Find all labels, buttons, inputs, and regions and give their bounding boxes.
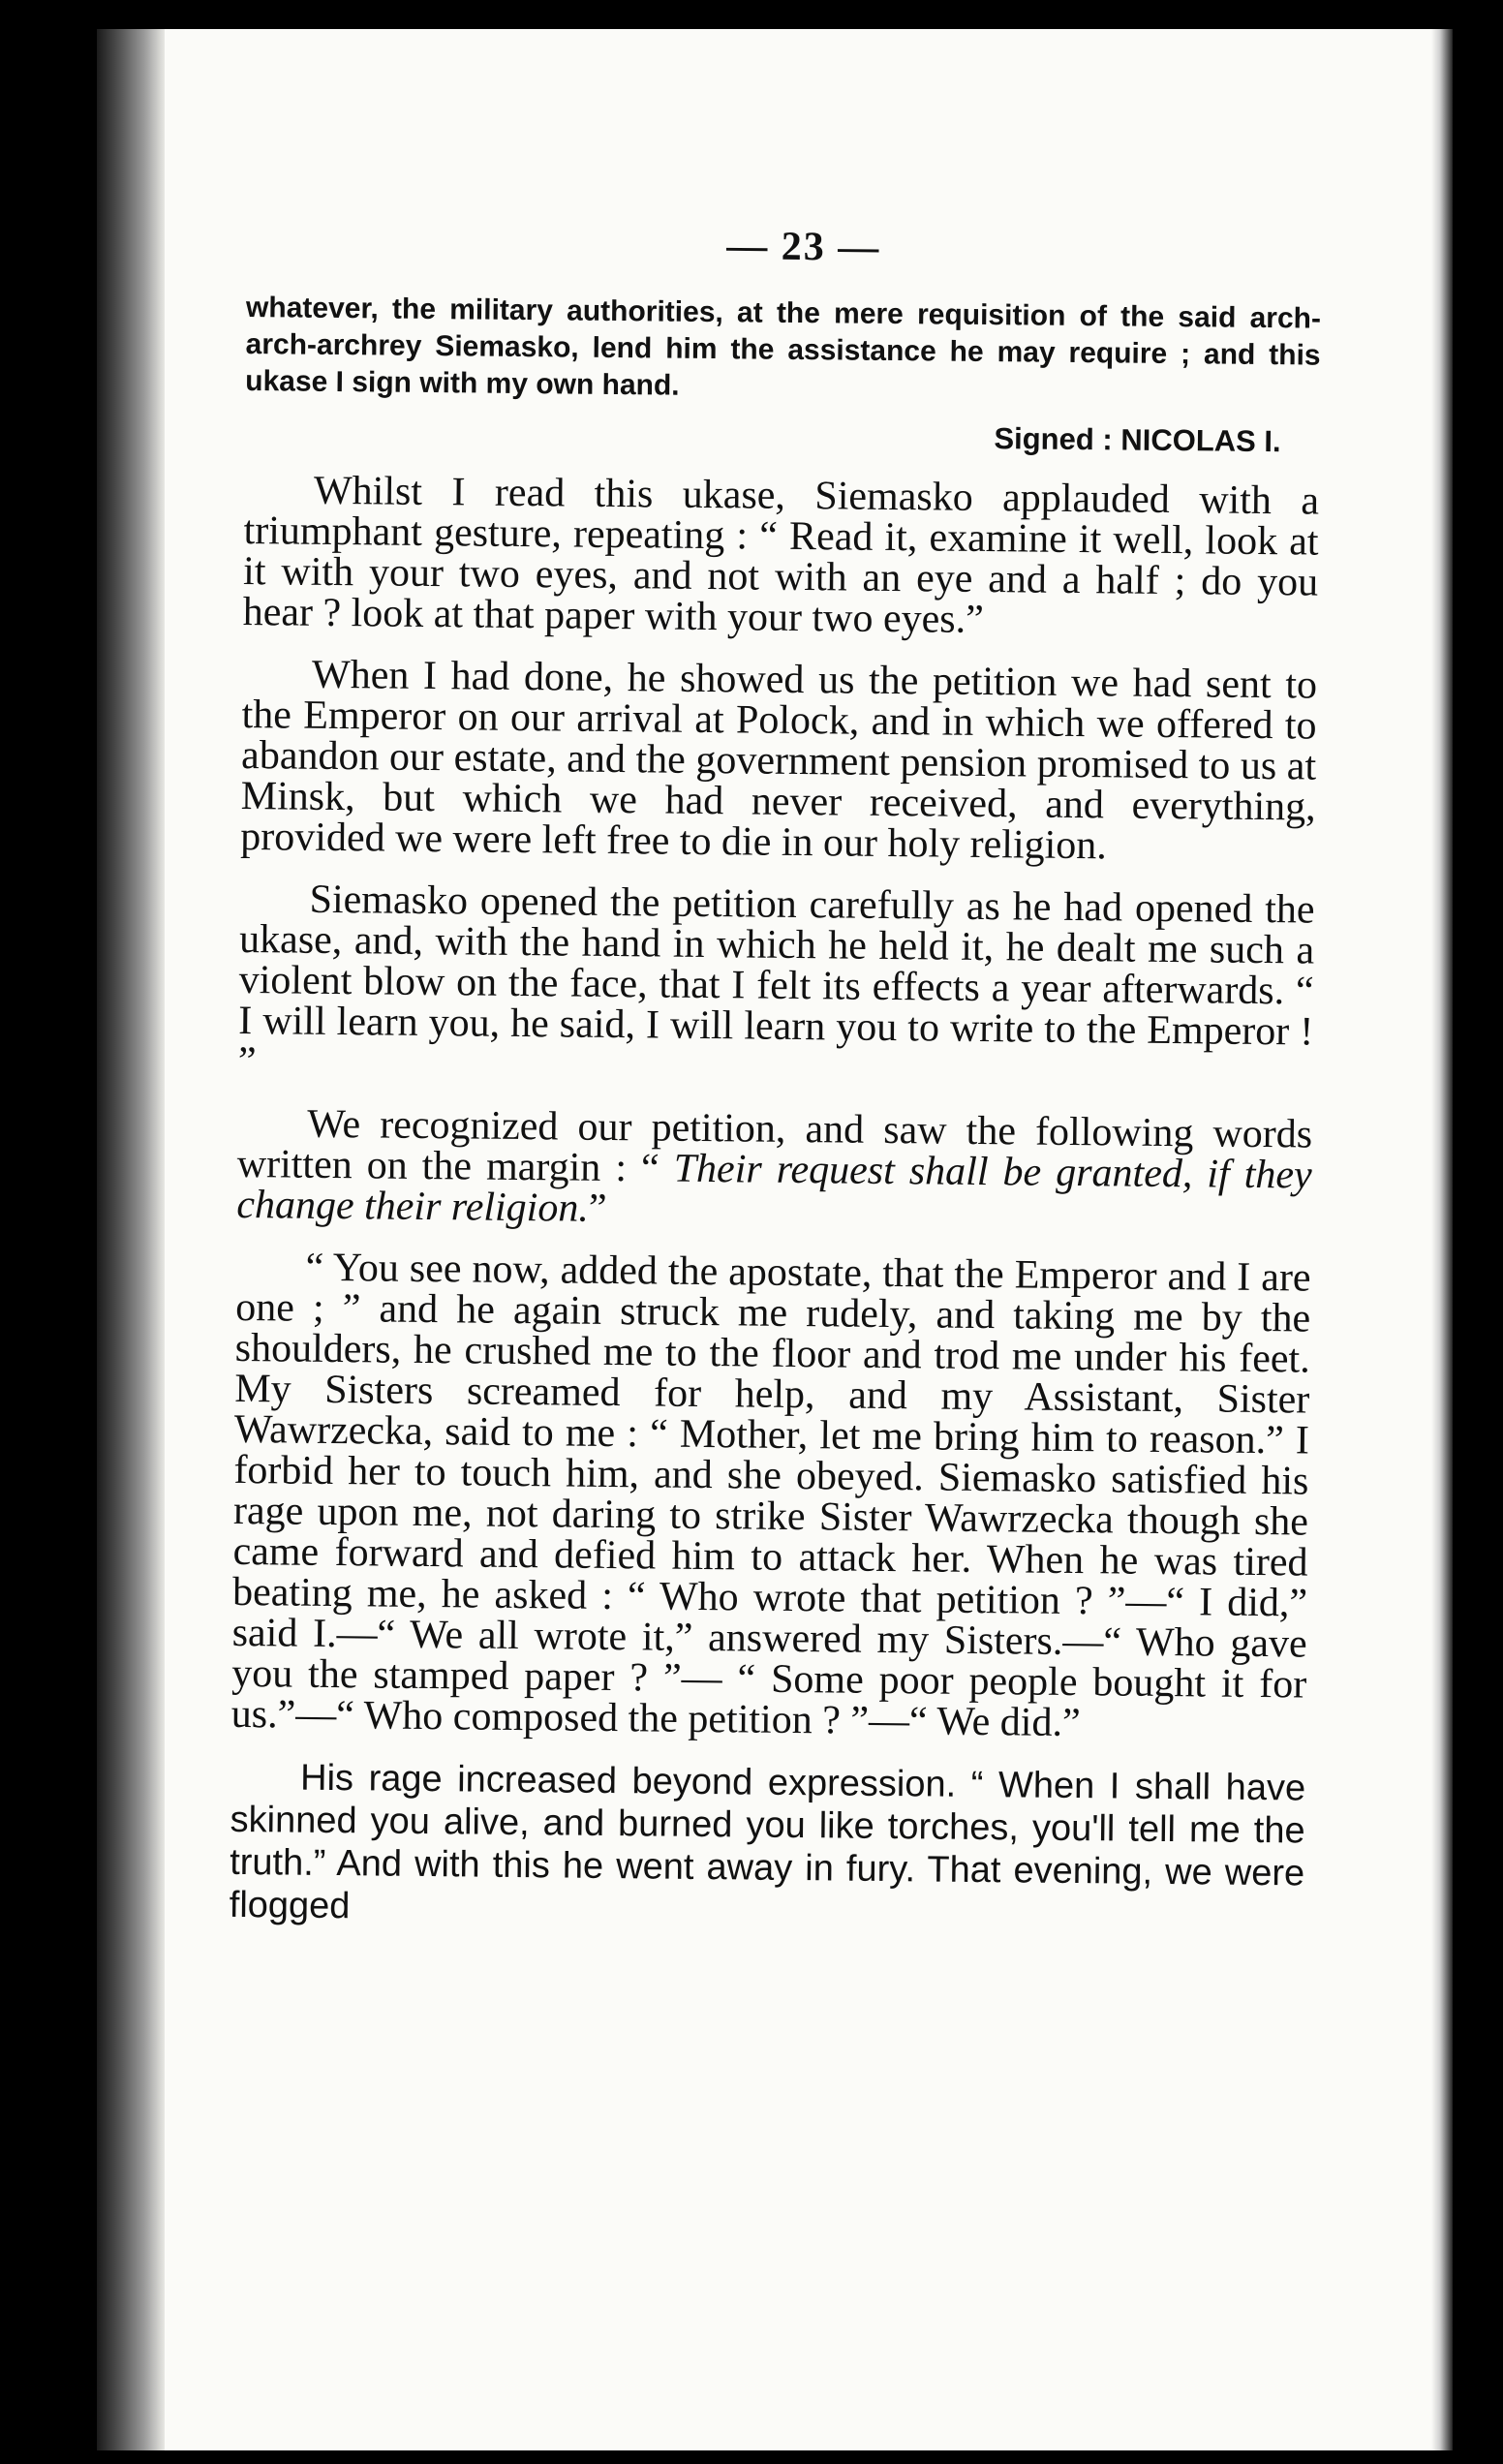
paragraph-petition-shown: When I had done, he showed us the petition we had sent to the Emperor on our arrival at Polock, and in which we offered to abandon our estate, and the government pension promised to us at Minsk, but which we had never received, and everything, provided we were left free to die in our holy religion. [240, 652, 1318, 869]
paragraph-ukase-reading: Whilst I read this ukase, Siemasko applauded with a triumphant gesture, repeating : “ Read it, examine it well, look at it with your two eyes, and not with an eye and a half ; do you hear ? look at that paper with your two eyes.” [242, 468, 1320, 642]
page-number: — 23 — [725, 224, 881, 270]
margin-note-close-quote: ” [588, 1186, 607, 1231]
continued-ukase-text: whatever, the military authorities, at the mere requisition of the said arch-arch-archrey Siemasko, lend him the assistance he may require ; and this ukase I sign with my own hand. [245, 291, 1322, 402]
paragraph-apostate-assault: “ You see now, added the apostate, that the Emperor and I are one ; ” and he again struck me rudely, and taking me by the shoulders, he crushed me to the floor and trod me under his feet. My Sisters screamed for help, and my Assistant, Sister Wawrzecka, said to me : “ Mother, let me bring him to reason.” I forbid her to touch him, and she obeyed. Siemasko satisfied his rage upon me, not daring to strike Sister Wawrzecka though she came forward and defied him to attack her. When he was tired beating me, he asked : “ Who wrote that petition ? ”—“ I did,” said I.—“ We all wrote it,” answered my Sisters.—“ Who gave you the stamped paper ? ”— “ Some poor people bought it for us.”—“ Who composed the petition ? ”—“ We did.” [230, 1245, 1311, 1746]
binding-gutter-shadow [97, 29, 165, 2450]
margin-note-lead: We recognized our petition, and saw the following words written on the margin : “ [236, 1101, 1313, 1191]
margin-note-italic: Their request shall be granted, if they change their religion. [236, 1146, 1312, 1231]
book-page [97, 29, 1453, 2450]
ukase-signature: Signed : NICOLAS I. [994, 421, 1281, 459]
paragraph-violent-blow: Siemasko opened the petition carefully as he had opened the ukase, and, with the hand in which he held it, he dealt me such a violent blow on the face, that I felt its effects a year afterwards. “ I will learn you, he said, I will learn you to write to the Emperor ! ” [237, 877, 1315, 1085]
page-text-block [229, 218, 1322, 1959]
page-edge-shadow [1431, 29, 1453, 2450]
paragraph-margin-note [236, 1103, 1312, 1237]
paragraph-rage-increased: His rage increased beyond expression. “ When I shall have skinned you alive, and burned you like torches, you'll tell me the truth.” And with this he went away in fury. That evening, we were flogged [229, 1757, 1306, 1927]
